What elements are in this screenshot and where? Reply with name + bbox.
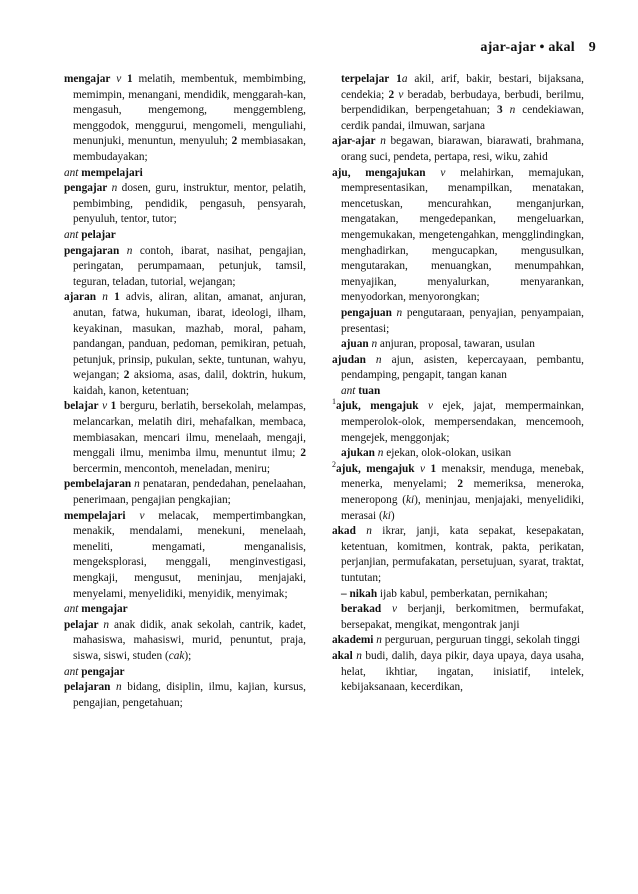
definition-text: begawan, biarawan, biarawati, brahmana, orang suci, pendeta, pertapa, resi, wiku, zahid	[341, 135, 584, 163]
dictionary-entry	[64, 399, 306, 477]
definition-text: )	[390, 509, 395, 522]
headword: ajukan	[341, 447, 375, 460]
headword: mempelajari	[64, 509, 126, 522]
right-column	[332, 72, 584, 696]
running-head	[480, 40, 596, 56]
definition-text	[419, 400, 428, 412]
headword: pelajaran	[64, 681, 111, 694]
part-of-speech: v	[398, 88, 404, 101]
part-of-speech: n	[102, 291, 108, 304]
part-of-speech: n	[375, 353, 382, 366]
sub-entry	[332, 337, 584, 353]
dictionary-entry	[332, 649, 584, 696]
sense-number: 2	[123, 369, 130, 382]
dictionary-entry	[64, 665, 306, 681]
dictionary-entry	[64, 618, 306, 665]
part-of-speech: v	[139, 509, 145, 522]
definition-text	[426, 167, 441, 179]
definition-text: dosen, guru, instruktur, mentor, pelatih, pembimbing, pendidik, pengasuh, pensyarah, penyuluh, tentor, tutor;	[73, 182, 307, 226]
definition-text: penataran, pendedahan, penelaahan, penerimaan, pengajian pengkajian;	[73, 478, 306, 507]
definition-text: ejek, jajat, mempermainkan, memperolok-olok, mempersendakan, mencemooh, mengejek, menggonjak;	[341, 400, 584, 444]
headword: ajuan	[341, 338, 369, 351]
headword: akad	[332, 525, 356, 538]
sense-number: 2	[231, 135, 238, 148]
headword: ajar-ajar	[332, 135, 376, 148]
sense-number: 1	[110, 400, 117, 413]
dictionary-entry	[64, 477, 306, 508]
antonym-label: ant	[64, 166, 79, 179]
definition-text: melahirkan, memajukan, mempresentasikan, menampilkan, menatakan, mencetuskan, mencurahkan, menganjurkan, mengatakan, mengedepankan, mengeluarkan, mengemukakan, mengetengahkan, mengglindingkan, menghadirkan, mengucapkan, mengusulkan, mengutarakan, menuangkan, menumpahkan, menyajikan, menyalurkan, menyarankan, menyodorkan, menyorongkan;	[341, 166, 585, 304]
part-of-speech: v	[440, 166, 446, 179]
sense-number: 1	[396, 73, 402, 85]
definition-text: bidang, disiplin, ilmu, kajian, kursus, pengajian, pengetahuan;	[73, 681, 307, 709]
headword: – nikah	[341, 587, 378, 600]
dictionary-entry	[332, 399, 584, 446]
part-of-speech: n	[356, 649, 362, 662]
dictionary-entry	[332, 633, 584, 649]
definition-text: cendekiawan, cerdik pandai, ilmuwan, sarjana	[341, 104, 584, 132]
definition-text	[119, 245, 127, 257]
headword: belajar	[64, 400, 99, 413]
definition-text: );	[184, 649, 192, 662]
definition-text: budi, dalih, daya pikir, daya upaya, daya usaha, helat, ikhtiar, ingatan, inisiatif, intelek, kebijaksanaan, kecerdikan,	[341, 649, 584, 694]
headword: pelajar	[81, 228, 116, 241]
definition-text: melacak, mempertimbangkan, menakik, mendalami, menekuni, menelaah, meneliti, mengamati, menganalisis, mengeksplorasi, menggali, menginvestigasi, mengkaji, mengusut, meninjau, menjajaki, menyelami, menyelidiki, menyidik, menyimak;	[73, 509, 307, 600]
definition-text: ijab kabul, pemberkatan, pernikahan;	[377, 587, 548, 600]
part-of-speech: v	[428, 400, 434, 413]
part-of-speech: n	[116, 681, 122, 694]
headword: mengajar	[64, 73, 111, 85]
part-of-speech: n	[377, 447, 384, 460]
sense-number: 1	[114, 291, 120, 304]
definition-text: advis, aliran, alitan, amanat, anjuran, anutan, fatwa, hukuman, ibarat, ideologi, ilham, keyakinan, masukan, mazhab, moral, paham, pandangan, panduan, pedoman, pemikiran, petuah, petunjuk, prinsip, pukulan, sekte, tuntunan, wahyu, wejangan;	[73, 291, 306, 382]
headword: ajuk, mengajuk	[336, 462, 415, 475]
dictionary-entry	[64, 244, 306, 291]
dictionary-entry	[64, 680, 306, 711]
headword: ajaran	[64, 291, 97, 304]
part-of-speech: n	[111, 182, 118, 195]
headword: pengajar	[81, 665, 125, 678]
definition-text: bercermin, mencontoh, meneladan, meniru;	[73, 462, 270, 475]
definition-text: anak didik, anak sekolah, cantrik, kadet, mahasiswa, mahasiswi, murid, penuntut, praja, siswa, siswi, studen (	[73, 618, 306, 662]
part-of-speech: n	[509, 104, 516, 117]
part-of-speech: v	[116, 73, 122, 85]
sense-number: 3	[496, 104, 503, 117]
definition-text: ejekan, olok-olokan, usikan	[383, 447, 512, 460]
dictionary-entry	[64, 72, 306, 166]
definition-text: berguru, berlatih, bersekolah, melampas, melancarkan, melatih diri, mehafalkan, membaca, membiasakan, mencari ilmu, menelaah, mengaji, menggali ilmu, menimba ilmu, menuntut ilmu;	[73, 400, 306, 460]
part-of-speech: cak	[168, 649, 185, 662]
headword: mengajar	[81, 603, 128, 616]
headword: aju, mengajukan	[332, 166, 426, 179]
definition-text	[381, 603, 392, 615]
definition-text: perguruan, perguruan tinggi, sekolah tinggi	[381, 634, 581, 647]
dictionary-entry	[64, 181, 306, 228]
definition-text: pengutaraan, penyajian, penyampaian, presentasi;	[341, 306, 584, 335]
part-of-speech: n	[371, 338, 378, 351]
sub-entry	[332, 587, 584, 603]
definition-text: aksioma, asas, dalil, doktrin, hukum, kaidah, kanon, ketentuan;	[73, 369, 306, 397]
part-of-speech: ki	[382, 509, 391, 522]
definition-text: ikrar, janji, kata sepakat, kesepakatan, ketentuan, komitmen, kontrak, pakta, perikatan, perjanjian, permufakatan, persetujuan, syarat, traktat, tuntutan;	[341, 525, 584, 584]
definition-text: contoh, ibarat, nasihat, pengajian, peringatan, perumpamaan, petunjuk, tamsil, teguran, teladan, tutorial, wejangan;	[73, 244, 307, 288]
part-of-speech: v	[391, 603, 397, 616]
sense-number: 1	[127, 73, 133, 85]
headword: mempelajari	[81, 166, 143, 179]
part-of-speech: v	[102, 400, 108, 413]
definition-text	[366, 354, 376, 366]
sense-number: 2	[388, 88, 395, 101]
sub-entry	[332, 72, 584, 134]
sub-entry	[332, 446, 584, 462]
part-of-speech: n	[396, 306, 403, 319]
definition-text: melatih, membentuk, membimbing, memimpin, menangani, mendidik, menggarah-kan, mengasuh, mengemong, menggembleng, menggodok, menggurui, mengomeli, menguliahi, menunjuki, menuntun, menyuluh;	[73, 73, 307, 148]
part-of-speech: n	[366, 525, 372, 538]
definition-text: berjanji, berkomitmen, bermufakat, bersepakat, mengikat, mengontrak janji	[341, 603, 585, 631]
headword: pengajuan	[341, 306, 392, 319]
left-column	[64, 72, 306, 711]
dictionary-entry	[64, 228, 306, 244]
sub-entry	[332, 306, 584, 337]
page-number: 9	[588, 40, 596, 55]
headword: akademi	[332, 634, 374, 647]
headword: pembelajaran	[64, 478, 132, 491]
dictionary-entry	[64, 509, 306, 603]
part-of-speech: ki	[405, 494, 415, 507]
dictionary-entry	[332, 353, 584, 384]
headword: terpelajar	[341, 73, 390, 85]
dictionary-entry	[332, 134, 584, 165]
dictionary-entry	[332, 166, 584, 306]
definition-text: memeriksa, meneroka, meneropong (	[341, 478, 584, 507]
homograph-number: 1	[332, 397, 336, 407]
definition-text	[503, 104, 510, 116]
homograph-number: 2	[332, 460, 336, 470]
definition-text: membiasakan, membudayakan;	[73, 135, 306, 163]
sense-number: 2	[457, 478, 463, 491]
part-of-speech: n	[380, 135, 386, 148]
antonym-label: ant	[64, 665, 79, 678]
sense-number: 1	[430, 462, 437, 475]
part-of-speech: n	[103, 618, 110, 631]
part-of-speech: n	[376, 634, 382, 647]
part-of-speech: a	[401, 73, 408, 85]
part-of-speech: v	[420, 462, 426, 475]
antonym-label: ant	[341, 384, 356, 397]
headword: pelajar	[64, 618, 99, 631]
dictionary-entry	[332, 462, 584, 524]
antonym-label: ant	[64, 603, 79, 616]
sub-entry	[332, 602, 584, 633]
headword: berakad	[341, 603, 382, 616]
definition-text: beradab, berbudaya, berbudi, berilmu, berpendidikan, berpengetahuan;	[341, 88, 584, 117]
sub-entry	[332, 384, 584, 400]
antonym-label: ant	[64, 228, 79, 241]
dictionary-entry	[64, 290, 306, 399]
headword: ajudan	[332, 353, 366, 366]
dictionary-entry	[64, 166, 306, 182]
running-head-title: ajar-ajar • akal	[480, 40, 575, 55]
definition-text	[356, 525, 366, 537]
definition-text: ajun, asisten, kepercayaan, pembantu, pendamping, pengapit, tangan kanan	[341, 353, 585, 382]
part-of-speech: n	[126, 244, 133, 257]
sense-number: 2	[300, 447, 306, 460]
headword: akal	[332, 649, 353, 662]
headword: pengajaran	[64, 244, 120, 257]
headword: ajuk, mengajuk	[336, 400, 419, 413]
definition-text	[125, 510, 139, 522]
part-of-speech: n	[134, 478, 140, 491]
definition-text: anjuran, proposal, tawaran, usulan	[377, 338, 535, 351]
dictionary-entry	[64, 602, 306, 618]
definition-text: ), meninjau, menjajaki, menyelidiki, merasai (	[341, 494, 584, 522]
definition-text: menaksir, menduga, menebak, menerka, menyelami;	[341, 462, 584, 491]
headword: tuan	[358, 384, 381, 397]
dictionary-entry	[332, 524, 584, 586]
headword: pengajar	[64, 182, 108, 195]
definition-text: akil, arif, bakir, bestari, bijaksana, cendekia;	[341, 73, 584, 101]
